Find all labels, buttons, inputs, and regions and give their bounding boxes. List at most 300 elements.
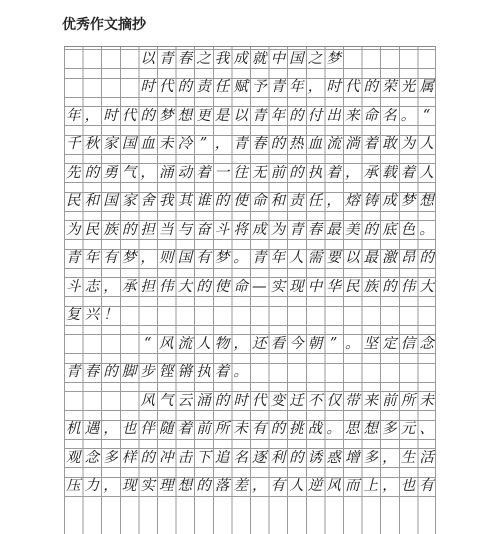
grid-cell: 的 [140, 449, 155, 466]
grid-cell: 风 [140, 392, 155, 409]
grid-cell: 谁 [196, 193, 211, 210]
grid-cell: 追 [214, 449, 230, 466]
grid-cell: ， [84, 107, 100, 124]
grid-cell: 机 [66, 421, 81, 438]
grid-cell: 民 [344, 278, 360, 295]
grid-cell [64, 79, 83, 97]
grid-cell [287, 364, 306, 382]
grid-cell: 气 [121, 164, 137, 181]
grid-cell: 。 [233, 364, 248, 381]
grid-cell: 青 [233, 136, 248, 153]
grid-cell: 承 [121, 278, 137, 295]
grid-cell [324, 307, 343, 325]
grid-cell: 年 [66, 107, 81, 124]
grid-cell: 国 [177, 250, 193, 267]
grid-cell: 青 [289, 221, 304, 238]
grid-cell [120, 50, 139, 68]
grid-cell: 而 [344, 478, 360, 495]
grid-cell: 的 [363, 79, 379, 96]
grid-cell: 挑 [289, 421, 304, 438]
grid-cell: 血 [307, 136, 323, 153]
grid-cell: 之 [307, 50, 323, 67]
grid-cell: 当 [159, 221, 174, 238]
grid-cell [362, 364, 381, 382]
grid-cell: 。 [233, 250, 248, 267]
grid-cell [213, 307, 232, 325]
grid-cell: 将 [233, 221, 248, 238]
grid-cell [269, 307, 288, 325]
grid-cell: 随 [159, 421, 174, 438]
grid-cell: 成 [233, 50, 248, 67]
grid-cell: 民 [84, 221, 100, 238]
grid-cell: 的 [121, 221, 137, 238]
grid-cell: 击 [177, 449, 193, 466]
grid-cell: 奋 [196, 221, 211, 238]
grid-cell: 兴 [84, 307, 100, 324]
grid-cell: 族 [103, 221, 118, 238]
grid-cell: 时 [140, 79, 155, 96]
grid-cell: 人 [419, 136, 434, 153]
grid-cell: 想 [363, 421, 379, 438]
grid-cell [250, 364, 269, 382]
grid-cell: 的 [140, 107, 155, 124]
grid-cell [176, 307, 195, 325]
grid-cell: 担 [140, 278, 155, 295]
grid-cell: 想 [177, 478, 193, 495]
grid-cell: 代 [344, 79, 360, 96]
grid-cell [250, 307, 269, 325]
grid-cell: 来 [344, 107, 360, 124]
grid-cell: 时 [103, 107, 118, 124]
grid-cell: 青 [251, 107, 267, 124]
grid-cell: 涌 [159, 164, 174, 181]
grid-cell: 更 [196, 107, 211, 124]
grid-cell: 战 [307, 421, 323, 438]
grid-cell: 家 [121, 193, 137, 210]
grid-cell [324, 364, 343, 382]
grid-cell [362, 50, 381, 68]
grid-cell: 华 [326, 278, 341, 295]
grid-cell: 多 [382, 421, 397, 438]
grid-cell: ， [103, 478, 118, 495]
grid-cell: 为 [270, 221, 286, 238]
grid-cell: 伟 [159, 278, 174, 295]
essay-text-row [64, 135, 436, 155]
grid-cell: 伟 [400, 278, 416, 295]
grid-cell: 载 [382, 164, 397, 181]
grid-cell: 未 [159, 136, 174, 153]
grid-cell: 。 [400, 107, 416, 124]
grid-cell [306, 364, 325, 382]
grid-cell [101, 79, 120, 97]
grid-cell [362, 307, 381, 325]
grid-cell: 坚 [363, 335, 379, 352]
grid-cell: 赋 [233, 79, 248, 96]
grid-cell: 想 [177, 107, 193, 124]
grid-cell: 民 [66, 193, 81, 210]
grid-cell: 名 [382, 107, 397, 124]
grid-cell: ， [103, 421, 118, 438]
grid-cell [120, 335, 139, 353]
grid-cell: 我 [159, 193, 174, 210]
grid-cell: 担 [140, 221, 155, 238]
grid-cell: 动 [177, 164, 193, 181]
grid-cell [399, 364, 418, 382]
grid-cell: 多 [363, 449, 379, 466]
grid-cell: 最 [363, 250, 379, 267]
grid-cell: 伴 [140, 421, 155, 438]
grid-cell: ， [140, 250, 155, 267]
grid-cell: 铿 [159, 364, 174, 381]
grid-cell [287, 307, 306, 325]
grid-cell: 着 [326, 164, 341, 181]
grid-cell: 的 [270, 136, 286, 153]
grid-cell: “ [143, 335, 152, 352]
grid-cell: “ [422, 107, 431, 124]
grid-cell [399, 50, 418, 68]
grid-cell: 涌 [196, 392, 211, 409]
essay-text-row [64, 78, 436, 98]
grid-cell: 族 [363, 278, 379, 295]
grid-cell: 以 [233, 107, 248, 124]
grid-cell [417, 307, 436, 325]
grid-cell: ， [251, 478, 267, 495]
grid-cell: 今 [289, 335, 304, 352]
grid-cell: 任 [214, 79, 230, 96]
grid-cell: 时 [233, 392, 248, 409]
essay-text-row [64, 192, 436, 212]
grid-cell: 锵 [177, 364, 193, 381]
grid-cell: 来 [363, 392, 379, 409]
grid-cell: 现 [121, 478, 137, 495]
grid-cell: ！ [103, 307, 118, 324]
grid-cell [343, 50, 362, 68]
grid-cell: 有 [103, 250, 118, 267]
grid-cell: 变 [270, 392, 286, 409]
grid-cell: 之 [196, 50, 211, 67]
grid-cell: 。 [344, 335, 360, 352]
grid-cell: 有 [196, 250, 211, 267]
grid-cell: 使 [214, 278, 230, 295]
grid-cell: 物 [214, 335, 230, 352]
grid-cell: 差 [233, 478, 248, 495]
grid-cell: 风 [326, 478, 341, 495]
grid-cell: 。 [419, 221, 434, 238]
grid-cell: 现 [289, 278, 304, 295]
grid-cell: 有 [270, 478, 286, 495]
grid-cell: 需 [307, 250, 323, 267]
grid-cell: 定 [382, 335, 397, 352]
grid-cell: 春 [177, 50, 193, 67]
grid-cell: 国 [103, 193, 118, 210]
grid-cell: 气 [159, 392, 174, 409]
grid-cell: 热 [289, 136, 304, 153]
grid-cell: 梦 [400, 193, 416, 210]
grid-cell: ” [199, 136, 208, 153]
grid-cell: 执 [307, 164, 323, 181]
grid-cell: 荣 [382, 79, 397, 96]
grid-cell [101, 392, 120, 410]
grid-cell: 的 [214, 392, 230, 409]
grid-cell: 诱 [307, 449, 323, 466]
grid-cell: 压 [66, 478, 81, 495]
grid-cell: 生 [400, 449, 416, 466]
grid-cell: 青 [66, 364, 81, 381]
grid-cell: 则 [159, 250, 174, 267]
grid-cell [417, 364, 436, 382]
grid-cell: 命 [251, 193, 267, 210]
grid-cell: 美 [344, 221, 360, 238]
essay-title-row [64, 49, 436, 69]
essay-text-row [64, 277, 436, 297]
grid-cell: 中 [307, 278, 323, 295]
grid-cell [269, 364, 288, 382]
grid-cell: 大 [419, 278, 434, 295]
grid-cell: 为 [66, 221, 81, 238]
grid-cell: 的 [214, 193, 230, 210]
grid-cell: 往 [233, 164, 248, 181]
essay-text-row [64, 163, 436, 183]
grid-cell: 前 [196, 421, 211, 438]
grid-cell: 冷 [177, 136, 193, 153]
grid-cell: 光 [400, 79, 416, 96]
grid-cell: 着 [196, 164, 211, 181]
grid-cell: 人 [289, 250, 304, 267]
grid-cell: 其 [177, 193, 193, 210]
grid-cell: 着 [214, 364, 230, 381]
grid-cell: 流 [177, 335, 193, 352]
grid-cell: ” [329, 335, 338, 352]
grid-cell: 家 [103, 136, 118, 153]
grid-cell: 执 [196, 364, 211, 381]
grid-cell: 名 [233, 449, 248, 466]
grid-cell: 色 [400, 221, 416, 238]
grid-cell: 以 [344, 250, 360, 267]
grid-cell [231, 307, 250, 325]
grid-cell: 活 [419, 449, 434, 466]
grid-cell: 代 [251, 392, 267, 409]
grid-cell: ， [326, 193, 341, 210]
grid-cell [83, 335, 102, 353]
grid-cell [64, 50, 83, 68]
grid-cell: 风 [159, 335, 174, 352]
grid-cell [343, 307, 362, 325]
grid-cell: 以 [140, 50, 155, 67]
grid-cell: 熔 [344, 193, 360, 210]
essay-text-row [64, 220, 436, 240]
page-title: 优秀作文摘抄 [62, 17, 146, 33]
grid-cell: 梦 [326, 50, 341, 67]
grid-cell: 念 [84, 449, 100, 466]
grid-cell: 落 [214, 478, 230, 495]
grid-cell: ， [214, 136, 230, 153]
grid-cell: 看 [270, 335, 286, 352]
grid-cell: 遇 [84, 421, 100, 438]
grid-cell: 惑 [326, 449, 341, 466]
grid-cell: 前 [270, 164, 286, 181]
grid-cell: 代 [121, 107, 137, 124]
grid-cell: 梦 [121, 250, 137, 267]
essay-text-row [64, 106, 436, 126]
grid-cell: 成 [382, 193, 397, 210]
grid-cell [101, 335, 120, 353]
grid-cell: 下 [196, 449, 211, 466]
grid-cell: 的 [84, 164, 100, 181]
grid-cell: 也 [121, 421, 137, 438]
grid-cell: ， [307, 79, 323, 96]
grid-cell: 流 [326, 136, 341, 153]
grid-cell [64, 335, 83, 353]
grid-cell: 人 [419, 164, 434, 181]
grid-cell: 脚 [121, 364, 137, 381]
grid-cell: 时 [326, 79, 341, 96]
grid-cell: 元 [400, 421, 416, 438]
grid-cell: 斗 [66, 278, 81, 295]
grid-cell: 青 [159, 50, 174, 67]
grid-cell: 增 [344, 449, 360, 466]
grid-cell: 所 [400, 392, 416, 409]
grid-cell: 底 [382, 221, 397, 238]
grid-cell: 所 [214, 421, 230, 438]
grid-cell: 年 [270, 107, 286, 124]
grid-cell: 步 [140, 364, 155, 381]
grid-cell: 梦 [159, 107, 174, 124]
grid-cell: 青 [270, 79, 286, 96]
grid-cell: 梦 [214, 250, 230, 267]
essay-text-row [64, 448, 436, 468]
grid-cell: 念 [419, 335, 434, 352]
grid-cell: 春 [251, 136, 267, 153]
grid-cell: 有 [419, 478, 434, 495]
grid-cell: 逆 [307, 478, 323, 495]
grid-cell: 承 [363, 164, 379, 181]
grid-cell: 着 [400, 164, 416, 181]
grid-cell: 使 [233, 193, 248, 210]
grid-cell: ， [103, 278, 118, 295]
grid-cell: 和 [84, 193, 100, 210]
grid-cell: 的 [270, 421, 286, 438]
grid-cell: 复 [66, 307, 81, 324]
grid-cell [83, 79, 102, 97]
grid-cell: 也 [400, 478, 416, 495]
grid-cell: 着 [363, 136, 379, 153]
grid-cell: 最 [326, 221, 341, 238]
grid-cell [157, 307, 176, 325]
grid-cell: 出 [326, 107, 341, 124]
grid-cell: 志 [84, 278, 100, 295]
grid-cell: 还 [251, 335, 267, 352]
grid-cell: 血 [140, 136, 155, 153]
grid-cell: 责 [289, 193, 304, 210]
grid-cell: 上 [363, 478, 379, 495]
essay-text-row [64, 306, 436, 326]
grid-cell: 冲 [159, 449, 174, 466]
grid-cell: 年 [84, 250, 100, 267]
grid-cell [83, 392, 102, 410]
grid-cell: 一 [214, 164, 230, 181]
grid-cell [417, 50, 436, 68]
grid-cell: 样 [121, 449, 137, 466]
grid-cell: ， [382, 449, 397, 466]
grid-cell: 先 [66, 164, 81, 181]
grid-cell: 的 [382, 278, 397, 295]
grid-cell: 逐 [251, 449, 267, 466]
grid-cell: 千 [66, 136, 81, 153]
grid-cell: 实 [270, 278, 286, 295]
grid-cell: 想 [419, 193, 434, 210]
grid-cell: 的 [419, 250, 434, 267]
grid-cell [120, 79, 139, 97]
grid-cell: 前 [382, 392, 397, 409]
grid-cell: ， [140, 164, 155, 181]
grid-cell: 利 [270, 449, 286, 466]
grid-cell: 舍 [140, 193, 155, 210]
grid-cell [120, 307, 139, 325]
grid-cell: 和 [270, 193, 286, 210]
grid-cell: 青 [66, 250, 81, 267]
grid-cell: 的 [103, 364, 118, 381]
grid-cell: 斗 [214, 221, 230, 238]
grid-cell: 为 [400, 136, 416, 153]
grid-cell [343, 364, 362, 382]
grid-cell: 的 [196, 478, 211, 495]
grid-cell: 任 [307, 193, 323, 210]
grid-cell: 责 [196, 79, 211, 96]
grid-cell: 是 [214, 107, 230, 124]
grid-cell: 敢 [382, 136, 397, 153]
grid-cell: 朝 [307, 335, 323, 352]
grid-cell: 要 [326, 250, 341, 267]
grid-cell: 的 [289, 449, 304, 466]
grid-cell: 秋 [84, 136, 100, 153]
grid-cell: 力 [84, 478, 100, 495]
grid-cell [194, 307, 213, 325]
grid-cell: 命 [233, 278, 248, 295]
essay-text-row [64, 363, 436, 383]
grid-cell: 云 [177, 392, 193, 409]
grid-cell: 与 [177, 221, 193, 238]
grid-cell: 的 [196, 278, 211, 295]
grid-cell: 观 [66, 449, 81, 466]
essay-text-row [64, 249, 436, 269]
essay-text-row [64, 391, 436, 411]
grid-cell: 思 [344, 421, 360, 438]
grid-cell: 国 [289, 50, 304, 67]
grid-cell: 实 [140, 478, 155, 495]
grid-cell: ， [233, 335, 248, 352]
grid-cell: 青 [251, 250, 267, 267]
grid-cell: ， [344, 164, 360, 181]
essay-text-row [64, 477, 436, 497]
grid-cell [101, 50, 120, 68]
grid-cell [138, 307, 157, 325]
grid-cell: 无 [251, 164, 267, 181]
grid-cell: 就 [251, 50, 267, 67]
grid-cell [64, 392, 83, 410]
grid-cell [380, 364, 399, 382]
grid-cell: 年 [289, 79, 304, 96]
grid-cell: 昂 [400, 250, 416, 267]
grid-cell: 大 [177, 278, 193, 295]
essay-text-row [64, 420, 436, 440]
grid-cell: 多 [103, 449, 118, 466]
grid-cell [83, 50, 102, 68]
grid-cell: 勇 [103, 164, 118, 181]
grid-cell: 仅 [326, 392, 341, 409]
grid-cell: 中 [270, 50, 286, 67]
grid-cell: 理 [159, 478, 174, 495]
grid-cell: 人 [289, 478, 304, 495]
